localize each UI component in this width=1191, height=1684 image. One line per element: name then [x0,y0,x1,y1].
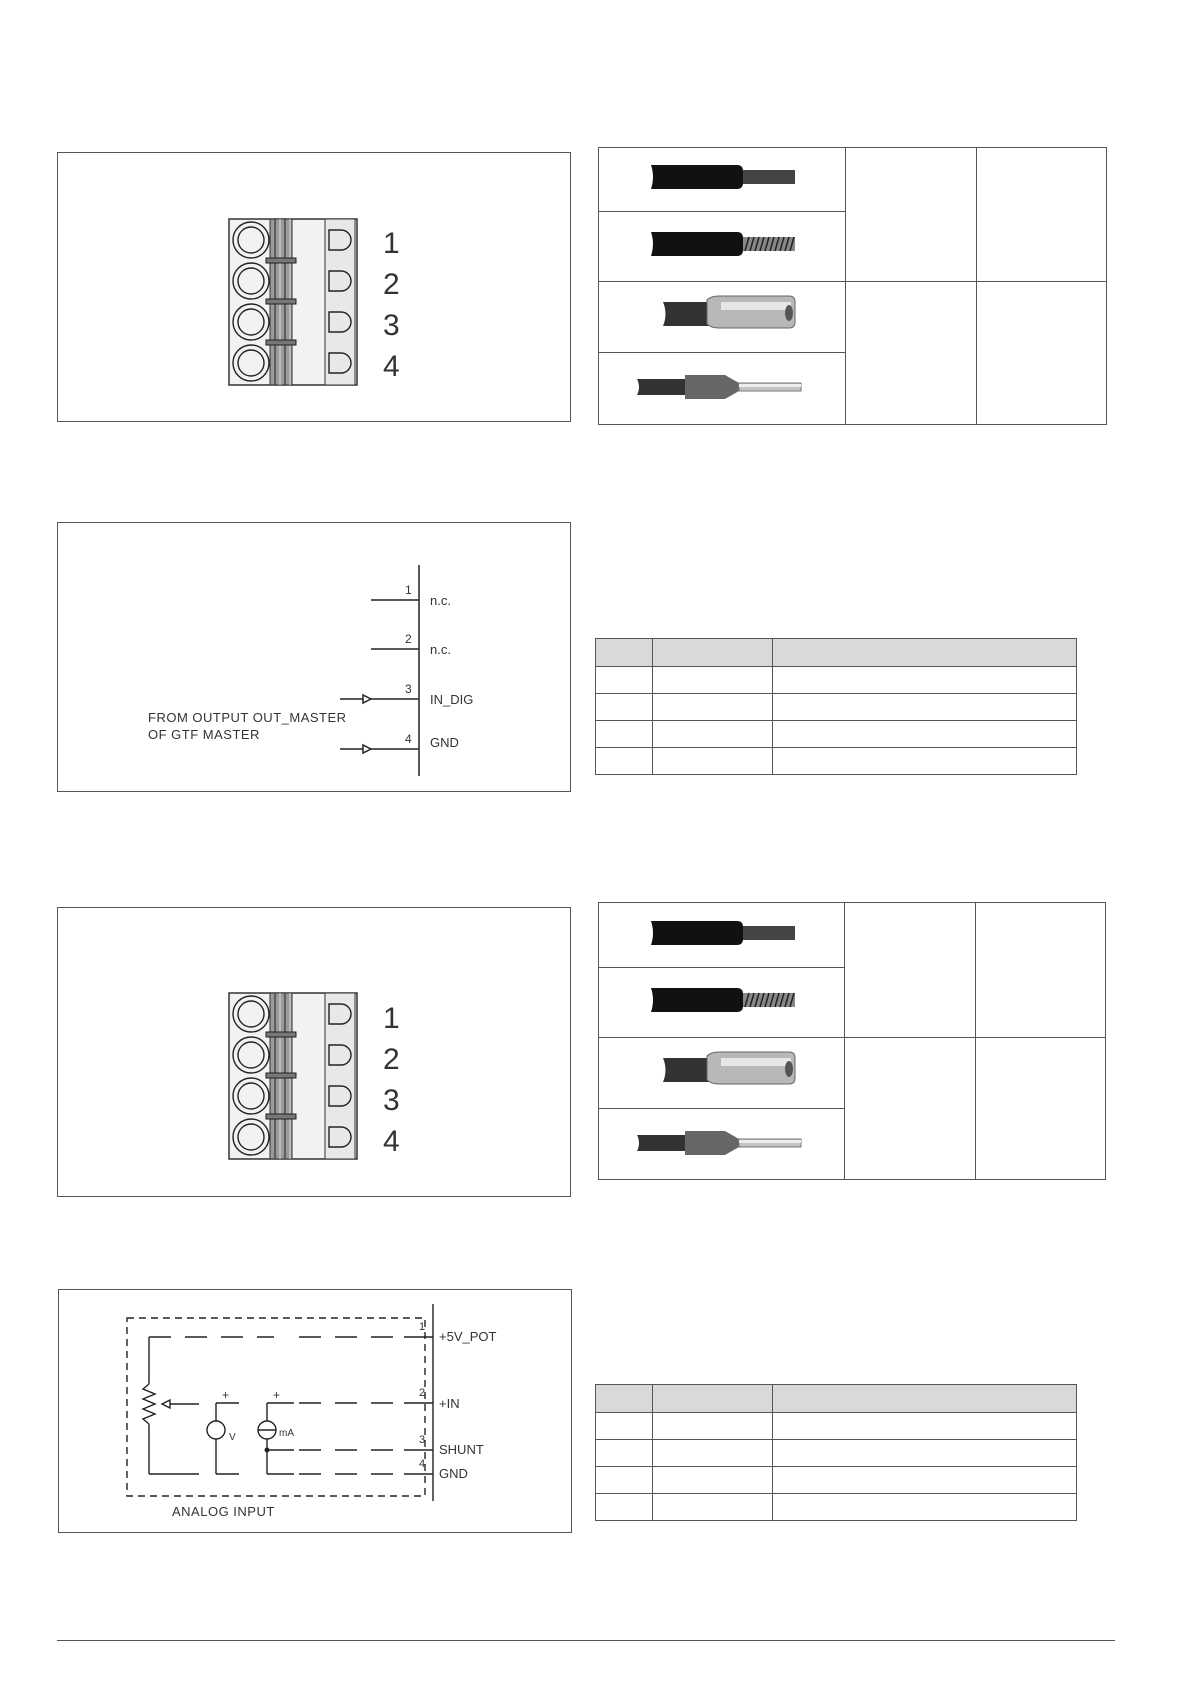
table-header-cell [772,1385,1076,1413]
wire-image-cell [599,1038,845,1109]
terminal-block-icon [228,218,358,388]
table-row [596,1440,1077,1467]
pin-number: 2 [383,1043,400,1076]
wire-image-cell [599,1109,845,1180]
schematic-lines [58,523,570,791]
signal-label: +5V_POT [439,1329,497,1344]
pin-number: 4 [383,1125,400,1158]
wire-image-cell [599,212,846,282]
current-source-label: mA [279,1428,294,1439]
ferrule-with-collar-icon [599,353,845,419]
wire-image-cell [599,903,845,968]
stripped-stranded-wire-icon [599,212,845,276]
pin-assignment-table-1 [595,638,1077,775]
terminal-block-icon [228,992,358,1162]
pin-number: 3 [419,1434,426,1446]
stripped-solid-wire-icon [599,903,844,962]
wire-spec-cell [976,282,1106,425]
table-row [596,1413,1077,1440]
pin-assignment-table-2 [595,1384,1077,1521]
voltage-source-label: V [229,1432,236,1443]
analog-input-caption: ANALOG INPUT [172,1504,275,1519]
table-header-cell [596,639,653,667]
table-header-cell [596,1385,653,1413]
pin-number: 1 [405,583,412,597]
wire-spec-cell [975,903,1105,1038]
signal-label: GND [430,735,459,750]
wire-spec-cell [846,282,977,425]
pin-number: 1 [419,1321,426,1333]
pin-number: 4 [419,1458,426,1470]
table-row [596,1494,1077,1521]
signal-source-label: FROM OUTPUT OUT_MASTER OF GTF MASTER [148,710,347,742]
signal-label: +IN [439,1396,460,1411]
voltage-plus-sign: + [222,1388,230,1402]
signal-label: IN_DIG [430,692,474,707]
table-header-cell [772,639,1076,667]
pin-number: 2 [405,632,412,646]
pin-number: 4 [383,350,400,383]
table-row [596,1467,1077,1494]
connector-diagram-2 [57,907,571,1197]
pin-number: 3 [383,309,400,342]
signal-label: n.c. [430,642,451,657]
pin-number: 1 [383,227,400,260]
table-row [596,694,1077,721]
wire-type-table-1 [598,147,1107,425]
wire-image-cell [599,282,846,353]
table-header-cell [652,639,772,667]
stripped-solid-wire-icon [599,148,845,206]
wire-spec-cell [975,1038,1105,1180]
connector-diagram-1 [57,152,571,422]
wire-image-cell [599,968,845,1038]
table-header-cell [652,1385,772,1413]
current-plus-sign: + [273,1388,281,1402]
wire-spec-cell [976,148,1106,282]
table-row [596,748,1077,775]
signal-label: n.c. [430,593,451,608]
footer-divider [57,1640,1115,1641]
wire-spec-cell [846,148,977,282]
wire-image-cell [599,353,846,425]
pin-number: 3 [383,1084,400,1117]
stripped-stranded-wire-icon [599,968,844,1032]
wire-spec-cell [845,1038,976,1180]
table-row [596,721,1077,748]
digital-input-schematic [57,522,571,792]
pin-number: 4 [405,732,412,746]
wire-spec-cell [845,903,976,1038]
analog-input-schematic [58,1289,572,1533]
analog-schematic-lines [59,1290,571,1532]
wire-image-cell [599,148,846,212]
signal-label: SHUNT [439,1442,484,1457]
signal-label: GND [439,1466,468,1481]
pin-number: 1 [383,1002,400,1035]
wire-type-table-2 [598,902,1106,1180]
pin-number: 2 [383,268,400,301]
pin-number: 3 [405,682,412,696]
pin-number: 2 [419,1387,426,1399]
ferrule-icon [599,282,845,347]
ferrule-with-collar-icon [599,1109,844,1174]
table-row [596,667,1077,694]
ferrule-icon [599,1038,844,1103]
